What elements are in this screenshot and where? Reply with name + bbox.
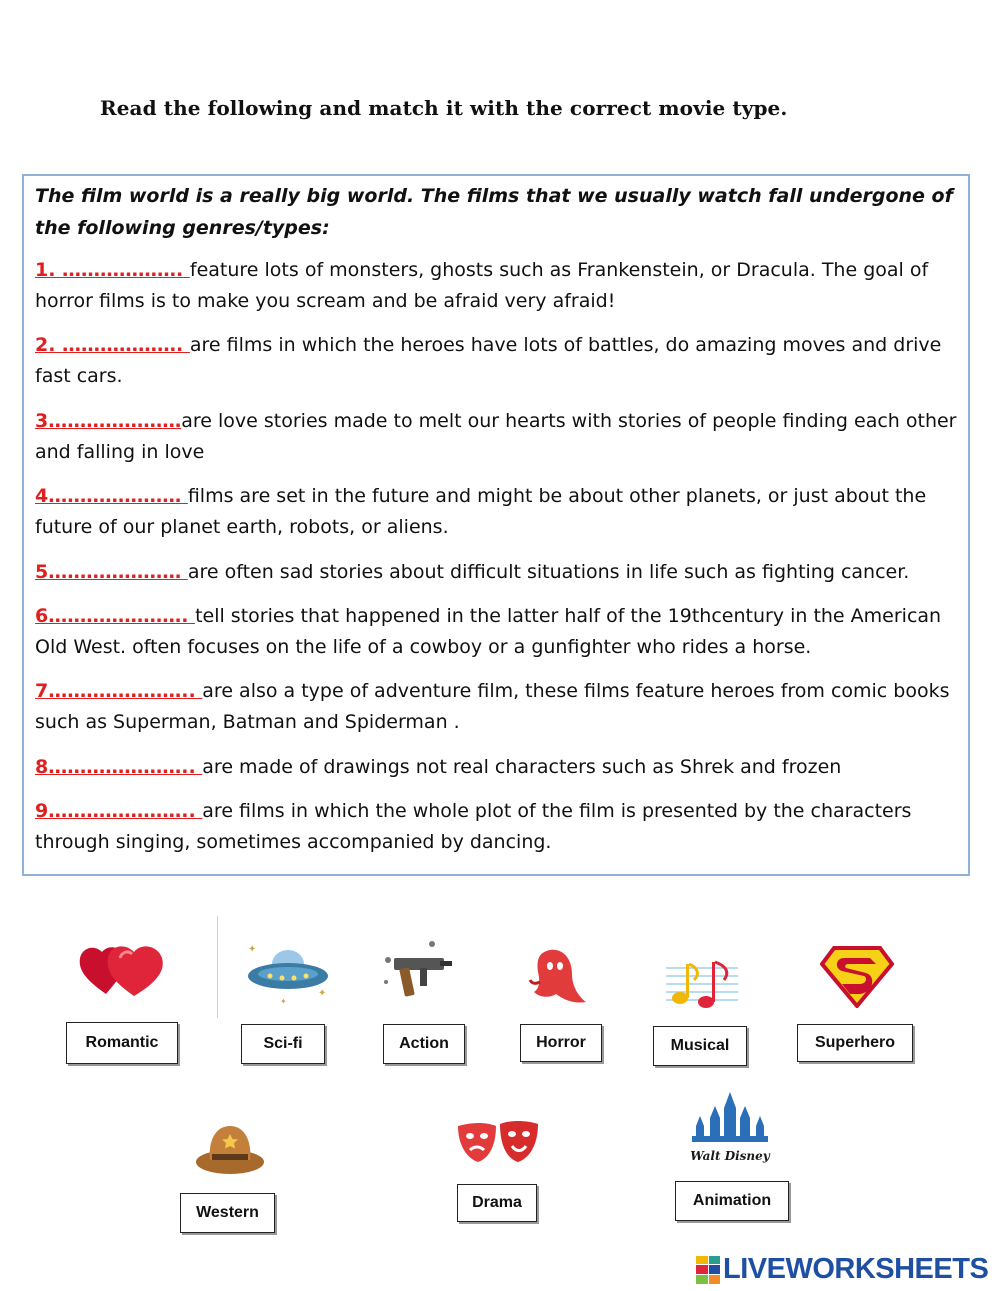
intro-text: The film world is a really big world. The films that we usually watch fall undergone of the following genres/types:: [35, 185, 953, 239]
superman-logo-icon: [820, 944, 894, 1008]
blank-3[interactable]: 3…………………: [35, 410, 182, 432]
ghost-icon: [526, 946, 592, 1008]
label-musical[interactable]: Musical: [653, 1026, 747, 1066]
item-text: are often sad stories about difficult situations in life such as fighting cancer.: [187, 561, 910, 583]
label-scifi[interactable]: Sci-fi: [241, 1024, 325, 1064]
divider: [217, 916, 218, 1018]
svg-text:✦: ✦: [280, 997, 287, 1006]
item-text: films are set in the future and might be about other planets, or just about the future of our planet earth, robots, or aliens.: [35, 485, 927, 538]
item-text: are made of drawings not real characters such as Shrek and frozen: [202, 756, 842, 778]
blank-5[interactable]: 5…………………: [35, 561, 188, 583]
blank-8[interactable]: 8…………………..: [35, 756, 203, 778]
gun-icon: [380, 938, 456, 1004]
label-animation[interactable]: Animation: [675, 1181, 789, 1221]
label-action[interactable]: Action: [383, 1024, 465, 1064]
item-6: [35, 601, 960, 663]
item-text: are also a type of adventure film, these films feature heroes from comic books such as Superman, Batman and Spiderman .: [35, 680, 950, 733]
item-text: are love stories made to melt our hearts with stories of people finding each other and falling in love: [35, 410, 957, 463]
liveworksheets-logo: [696, 1253, 988, 1286]
liveworksheets-badge-icon: [696, 1256, 720, 1284]
theater-masks-icon: [456, 1118, 540, 1168]
item-3: [35, 406, 960, 468]
svg-text:✦: ✦: [318, 988, 327, 999]
liveworksheets-text: LIVEWORKSHEETS: [723, 1253, 989, 1285]
label-western[interactable]: Western: [180, 1193, 275, 1233]
item-8: [35, 752, 960, 783]
blank-9[interactable]: 9…………………..: [35, 800, 203, 822]
label-romantic[interactable]: Romantic: [66, 1022, 178, 1064]
blank-7[interactable]: 7…………………..: [35, 680, 203, 702]
page-title: Read the following and match it with the correct movie type.: [100, 96, 788, 120]
disney-logo-text: Walt Disney: [690, 1149, 770, 1163]
label-drama[interactable]: Drama: [457, 1184, 537, 1222]
item-2: [35, 330, 960, 392]
item-9: [35, 796, 960, 858]
blank-6[interactable]: 6………………….: [35, 605, 196, 627]
item-1: [35, 255, 960, 317]
item-text: are films in which the whole plot of the film is presented by the characters through singing, sometimes accompanied by dancing.: [35, 800, 912, 853]
item-7: [35, 676, 960, 738]
item-5: [35, 557, 960, 588]
label-horror[interactable]: Horror: [520, 1024, 602, 1062]
item-text: feature lots of monsters, ghosts such as Frankenstein, or Dracula. The goal of horror films is to make you scream and be afraid very afraid!: [35, 259, 929, 312]
item-4: [35, 481, 960, 543]
item-text: tell stories that happened in the latter half of the 19thcentury in the American Old West. often focuses on the life of a cowboy or a gunfighter who rides a horse.: [35, 605, 942, 658]
music-notes-icon: [666, 954, 740, 1012]
hearts-icon: [76, 936, 168, 1000]
blank-4[interactable]: 4…………………: [35, 485, 188, 507]
item-text: are films in which the heroes have lots of battles, do amazing moves and drive fast cars.: [35, 334, 942, 387]
cowboy-hat-icon: [194, 1120, 266, 1178]
svg-text:✦: ✦: [248, 944, 257, 955]
blank-2[interactable]: 2. ……………….: [35, 334, 190, 356]
ufo-icon: [244, 940, 330, 1006]
disney-castle-icon: [684, 1090, 776, 1168]
blank-1[interactable]: 1. ……………….: [35, 259, 190, 281]
label-superhero[interactable]: Superhero: [797, 1024, 913, 1062]
